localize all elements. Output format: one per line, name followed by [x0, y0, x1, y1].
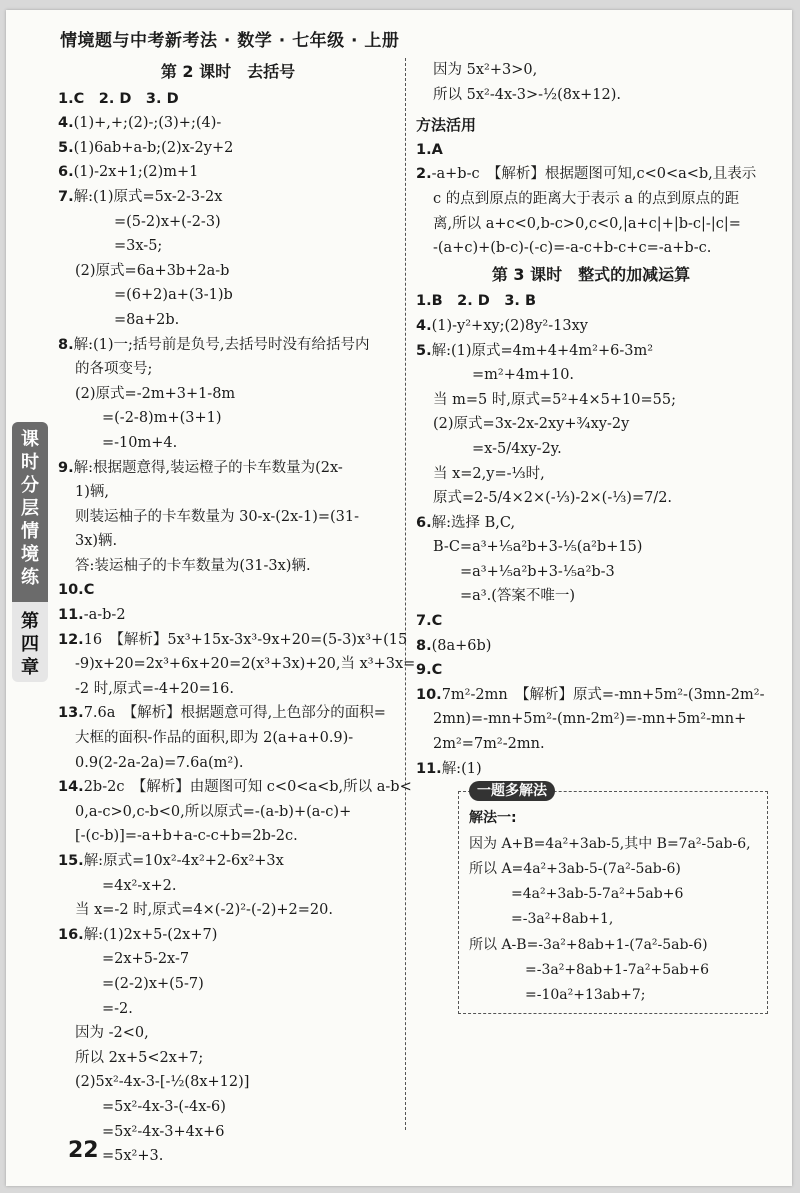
- side-tab-chapter: [12, 602, 48, 682]
- answer-text: (1)+,+;(2)-;(3)+;(4)-: [73, 115, 222, 132]
- answer-text: 1)辆,: [75, 484, 109, 501]
- answer-line: [416, 437, 766, 462]
- answer-text: =a³.(答案不唯一): [460, 588, 576, 605]
- answer-text: 解:选择 B,C,: [431, 514, 516, 531]
- answer-text: =(-2-8)m+(3+1): [102, 410, 222, 427]
- answer-text: 因为 -2<0,: [75, 1025, 149, 1042]
- answer-line: [416, 314, 766, 339]
- answer-line: [416, 609, 766, 634]
- question-number: 9.: [58, 459, 74, 476]
- answer-line: [416, 486, 766, 511]
- answer-line: [416, 187, 766, 212]
- answer-text: -a-b-2: [83, 607, 126, 624]
- answer-line: [416, 212, 766, 237]
- answer-line: [58, 898, 398, 923]
- answer-text: 2m²=7m²-2mn.: [433, 736, 545, 753]
- question-number: 2.: [416, 166, 432, 183]
- question-number: 1.: [416, 293, 432, 310]
- answer-line: [58, 308, 398, 333]
- answer-line: [58, 480, 398, 505]
- answer-text: 0.9(2-2a-2a)=7.6a(m²).: [75, 754, 244, 771]
- answer-line: [416, 58, 766, 83]
- question-number: 4.: [58, 115, 74, 132]
- answer-text: =(5-2)x+(-2-3): [114, 213, 221, 230]
- answer-line: [416, 462, 766, 487]
- answer-line: [58, 111, 398, 136]
- answer-text: 解:(1)原式=4m+4+4m²+6-3m²: [431, 342, 654, 359]
- question-number: 6.: [58, 164, 74, 181]
- answer-line: [58, 652, 416, 677]
- answer-text: (2)原式=3x-2x-2xy+¾xy-2y: [433, 416, 630, 433]
- answer-line: [416, 236, 766, 261]
- answer-text: 解:原式=10x²-4x²+2-6x²+3x: [83, 853, 284, 869]
- answer-text: B-C=a³+⅕a²b+3-⅕(a²b+15): [433, 539, 643, 556]
- answer-line: [416, 388, 766, 413]
- answer-line: [416, 560, 766, 585]
- answer-line: [58, 800, 398, 825]
- answer-line: [58, 259, 398, 284]
- answer-text: 所以 5x²-4x-3>-½(8x+12).: [433, 86, 622, 103]
- left-answers: [58, 87, 416, 1169]
- answer-line: [58, 701, 398, 726]
- answer-text: (2)原式=-2m+3+1-8m: [75, 385, 236, 402]
- answer-line: [58, 87, 398, 112]
- answer-text: 0,a-c>0,c-b<0,所以原式=-(a-b)+(a-c)+: [75, 803, 352, 820]
- answer-line: [58, 947, 398, 972]
- solution-heading: 解法一:: [469, 810, 517, 827]
- answer-line: [416, 289, 766, 314]
- right-continued-answers: [416, 58, 766, 107]
- answer-line: [58, 283, 398, 308]
- answer-text: (1)-2x+1;(2)m+1: [73, 164, 199, 181]
- answer-line: [58, 185, 398, 210]
- side-tab-label: 课 时 分 层 情 境 练: [21, 429, 39, 588]
- answer-text: (1)6ab+a-b;(2)x-2y+2: [73, 139, 234, 156]
- column-divider: [405, 58, 406, 1130]
- answer-text: 的各项变号;: [75, 361, 153, 378]
- answer-line: [416, 363, 766, 388]
- answer-line: [58, 1095, 398, 1120]
- answer-text: =(2-2)x+(5-7): [102, 975, 204, 992]
- solution-line: =-10a²+13ab+7;: [469, 987, 646, 1004]
- page-number: 22: [68, 1138, 99, 1163]
- side-tab-chapter-label: 第 四 章: [21, 611, 39, 678]
- answer-text: 当 x=2,y=-⅓时,: [433, 465, 545, 482]
- answer-text: -a+b-c 【解析】根据题图可知,c<0<a<b,且表示: [431, 166, 757, 183]
- answer-text: 则装运柚子的卡车数量为 30-x-(2x-1)=(31-: [75, 508, 360, 525]
- answer-text: C 2. D 3. D: [73, 90, 179, 107]
- answer-text: 离,所以 a+c<0,b-c>0,c<0,|a+c|+|b-c|-|c|=: [433, 215, 741, 232]
- answer-line: [58, 529, 398, 554]
- answer-text: -(a+c)+(b-c)-(-c)=-a-c+b-c+c=-a+b-c.: [433, 240, 712, 257]
- multi-solution-badge: 一题多解法: [469, 781, 555, 801]
- question-number: 5.: [58, 139, 74, 156]
- answer-text: =5x²-4x-3-(-4x-6): [102, 1098, 226, 1115]
- answer-line: [416, 584, 766, 609]
- answer-line: [416, 83, 766, 108]
- answer-line: [58, 505, 398, 530]
- answer-text: =(6+2)a+(3-1)b: [114, 287, 233, 304]
- answer-line: [58, 136, 398, 161]
- answer-line: [416, 757, 766, 782]
- answer-line: [58, 726, 398, 751]
- question-number: 11.: [416, 760, 442, 777]
- lesson-title-3: 第 3 课时 整式的加减运算: [491, 264, 691, 284]
- answer-line: [58, 849, 398, 874]
- answer-line: [58, 357, 398, 382]
- answer-line: [416, 412, 766, 437]
- question-number: 1.: [58, 90, 74, 107]
- question-number: 10.: [416, 686, 442, 703]
- answer-line: [58, 972, 398, 997]
- answer-line: [416, 339, 766, 364]
- question-number: 11.: [58, 607, 84, 624]
- answer-line: [58, 824, 398, 849]
- answer-text: B 2. D 3. B: [431, 293, 537, 310]
- answer-line: [416, 511, 766, 536]
- answer-text: 当 x=-2 时,原式=4×(-2)²-(-2)+2=20.: [75, 902, 333, 919]
- answer-line: [58, 234, 398, 259]
- answer-line: [58, 1070, 398, 1095]
- answer-text: (2)原式=6a+3b+2a-b: [75, 262, 230, 279]
- answer-text: 2b-2c 【解析】由题图可知 c<0<a<b,所以 a-b<: [83, 779, 412, 796]
- answer-text: =-2.: [102, 1000, 133, 1017]
- question-number: 13.: [58, 705, 84, 722]
- answer-text: =a³+⅕a²b+3-⅕a²b-3: [460, 563, 615, 580]
- answer-line: [58, 554, 398, 579]
- answer-line: [416, 634, 766, 659]
- answer-text: 答:装运柚子的卡车数量为(31-3x)辆.: [75, 557, 311, 574]
- question-number: 12.: [58, 631, 84, 648]
- answer-text: (2)5x²-4x-3-[-½(8x+12)]: [75, 1074, 250, 1091]
- question-number: 4.: [416, 317, 432, 334]
- page-header: 情境题与中考新考法 · 数学 · 七年级 · 上册: [60, 31, 400, 51]
- answer-line: [416, 162, 766, 187]
- solution-line: =-3a²+8ab+1,: [469, 911, 614, 928]
- answer-text: =m²+4m+10.: [472, 367, 575, 384]
- answer-text: =5x²-4x-3+4x+6: [102, 1123, 225, 1140]
- answer-text: =8a+2b.: [114, 311, 180, 328]
- answer-text: =5x²+3.: [102, 1148, 164, 1165]
- answer-text: (1)-y²+xy;(2)8y²-13xy: [431, 317, 588, 334]
- question-number: 10.: [58, 582, 84, 599]
- answer-line: [58, 603, 398, 628]
- answer-line: [58, 923, 398, 948]
- answer-text: 解:(1)2x+5-(2x+7): [83, 926, 218, 943]
- answer-text: c 的点到原点的距离大于表示 a 的点到原点的距: [433, 190, 740, 207]
- method-answers: [416, 138, 766, 261]
- right-column: [416, 58, 766, 1014]
- answer-line: [58, 382, 398, 407]
- answer-line: [58, 210, 398, 235]
- solution-line: 所以 A=4a²+3ab-5-(7a²-5ab-6): [469, 860, 681, 877]
- answer-text: =2x+5-2x-7: [102, 951, 190, 968]
- question-number: 8.: [58, 336, 74, 353]
- question-number: 15.: [58, 853, 84, 869]
- answer-text: C: [83, 582, 95, 599]
- answer-line: [416, 658, 766, 683]
- answer-line: [58, 160, 398, 185]
- answer-line: [58, 1120, 398, 1145]
- answer-line: [58, 1046, 398, 1071]
- answer-line: [416, 138, 766, 163]
- question-number: 16.: [58, 926, 84, 943]
- answer-text: [-(c-b)]=-a+b+a-c-c+b=2b-2c.: [75, 828, 298, 845]
- answer-text: =4x²-x+2.: [102, 877, 177, 894]
- answer-text: 16 【解析】5x³+15x-3x³-9x+20=(5-3)x³+(15: [83, 631, 408, 648]
- question-number: 9.: [416, 662, 432, 679]
- answer-text: =-10m+4.: [102, 434, 178, 451]
- answer-line: [58, 628, 408, 653]
- answer-text: 大框的面积-作品的面积,即为 2(a+a+0.9)-: [75, 730, 354, 747]
- question-number: 6.: [416, 514, 432, 531]
- answer-text: 7m²-2mn 【解析】原式=-mn+5m²-(3mn-2m²-: [441, 686, 765, 703]
- method-section-title: 方法活用: [416, 116, 477, 135]
- question-number: 7.: [416, 613, 432, 630]
- question-number: 1.: [416, 141, 432, 158]
- question-number: 7.: [58, 188, 74, 205]
- answer-text: 7.6a 【解析】根据题意可得,上色部分的面积=: [83, 705, 386, 722]
- question-number: 14.: [58, 779, 84, 796]
- answer-text: -9)x+20=2x³+6x+20=2(x³+3x)+20,当 x³+3x=: [75, 656, 416, 673]
- answer-text: 解:根据题意得,装运橙子的卡车数量为(2x-: [73, 459, 343, 476]
- answer-text: 当 m=5 时,原式=5²+4×5+10=55;: [433, 391, 676, 408]
- answer-line: [58, 1144, 398, 1169]
- answer-text: =x-5/4xy-2y.: [472, 440, 562, 457]
- answer-line: [416, 535, 766, 560]
- question-number: 5.: [416, 342, 432, 359]
- answer-text: A: [431, 141, 443, 158]
- answer-text: -2 时,原式=-4+20=16.: [75, 680, 234, 697]
- answer-line: [416, 732, 766, 757]
- answer-text: =3x-5;: [114, 238, 163, 255]
- solution-line: =4a²+3ab-5-7a²+5ab+6: [469, 886, 684, 903]
- answer-line: [58, 333, 398, 358]
- answer-line: [58, 456, 398, 481]
- solution-line: 所以 A-B=-3a²+8ab+1-(7a²-5ab-6): [469, 936, 708, 953]
- solution-line: =-3a²+8ab+1-7a²+5ab+6: [469, 962, 710, 978]
- multi-solution-box: [458, 783, 768, 1013]
- answer-text: C: [431, 662, 443, 679]
- answer-line: [58, 751, 398, 776]
- answer-text: 因为 5x²+3>0,: [433, 62, 538, 78]
- answer-line: [58, 431, 398, 456]
- answer-text: (8a+6b): [431, 637, 492, 654]
- answer-text: 2mn)=-mn+5m²-(mn-2m²)=-mn+5m²-mn+: [433, 711, 747, 728]
- answer-text: 原式=2-5/4×2×(-⅓)-2×(-⅓)=7/2.: [433, 490, 673, 507]
- answer-line: [58, 997, 398, 1022]
- question-number: 8.: [416, 637, 432, 654]
- answer-line: [58, 578, 398, 603]
- answer-text: C: [431, 613, 443, 630]
- lesson-title-2: 第 2 课时 去括号: [160, 62, 296, 81]
- answer-text: 3x)辆.: [75, 533, 118, 550]
- solution-line: 因为 A+B=4a²+3ab-5,其中 B=7a²-5ab-6,: [469, 835, 751, 852]
- side-tab-lesson: [12, 422, 48, 602]
- answer-line: [416, 683, 766, 708]
- answer-line: [58, 775, 412, 800]
- answer-text: 解:(1)原式=5x-2-3-2x: [73, 188, 223, 205]
- answer-text: 解:(1): [441, 760, 482, 777]
- answer-line: [58, 1021, 398, 1046]
- solution-lines: [469, 832, 759, 1009]
- right-answers: [416, 289, 766, 781]
- answer-text: 所以 2x+5<2x+7;: [75, 1049, 204, 1066]
- left-column: [58, 58, 416, 1169]
- answer-text: 解:(1)一;括号前是负号,去括号时没有给括号内: [73, 336, 370, 353]
- answer-line: [58, 406, 398, 431]
- answer-line: [58, 874, 398, 899]
- answer-line: [58, 677, 398, 702]
- answer-line: [416, 707, 766, 732]
